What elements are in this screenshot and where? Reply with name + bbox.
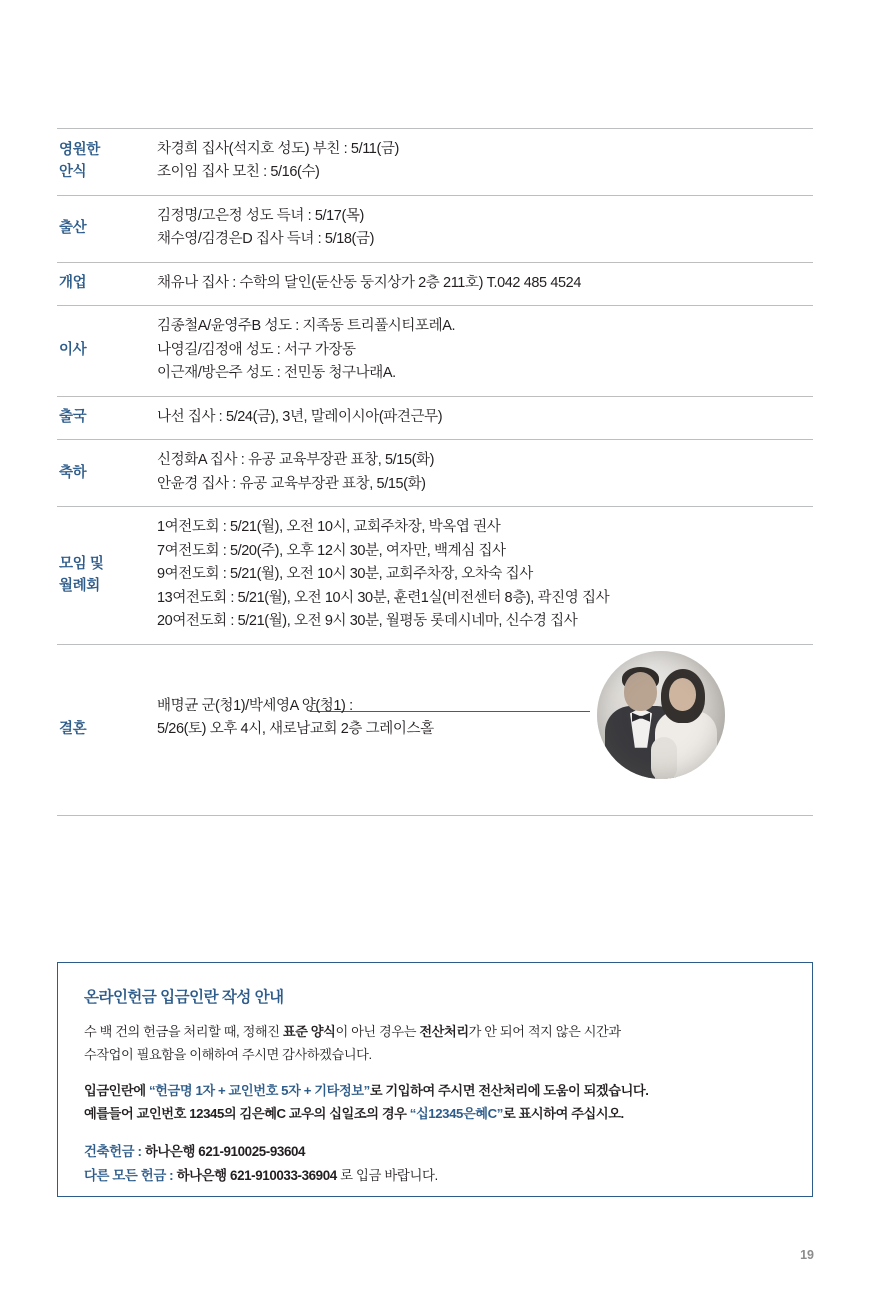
row-text-line: 이근재/방은주 성도 : 전민동 청구나래A. (157, 365, 396, 382)
row-body (157, 138, 813, 185)
row-text-line: 20여전도회 : 5/21(월), 오전 9시 30분, 월평동 롯데시네마, 신수경 집사 (157, 613, 578, 630)
text-emphasis: 전산처리 (419, 1024, 469, 1039)
wedding-couple-photo (597, 651, 725, 779)
text-fragment: 가 안 되어 적지 않은 시간과 (468, 1024, 621, 1039)
paragraph-line (84, 1103, 786, 1126)
row-text-line: 나영길/김정애 성도 : 서구 가장동 (157, 341, 356, 358)
text-fragment: 입금인란에 (84, 1083, 149, 1099)
row-label-line: 축하 (59, 464, 87, 481)
table-row (57, 306, 813, 395)
row-label-line: 영원한 (59, 142, 100, 159)
row-label (57, 462, 157, 484)
row-text-line: 5/26(토) 오후 4시, 새로남교회 2층 그레이스홀 (157, 721, 434, 738)
account-number: 하나은행 621-910025-93604 (144, 1143, 306, 1159)
row-body (157, 406, 813, 429)
page-number: 19 (800, 1248, 814, 1262)
online-offering-paragraph-2 (84, 1080, 786, 1125)
bank-account-item (84, 1164, 786, 1188)
row-text-line: 7여전도회 : 5/20(주), 오후 12시 30분, 여자만, 백계심 집사 (157, 542, 506, 559)
table-row (57, 507, 813, 643)
text-fragment: 예를들어 교인번호 12345의 김은혜C 교우의 십일조의 경우 (84, 1106, 410, 1122)
text-fragment: 로 기입하여 주시면 전산처리에 도움이 되겠습니다. (369, 1083, 649, 1099)
row-label-line: 결혼 (59, 720, 87, 737)
text-fragment: 로 표시하여 주십시오. (502, 1106, 624, 1122)
row-body (157, 516, 813, 633)
row-text-line: 안윤경 집사 : 유공 교육부장관 표창, 5/15(화) (157, 475, 426, 492)
table-row (57, 129, 813, 195)
notice-table (57, 128, 813, 816)
text-fragment: 이 아닌 경우는 (335, 1024, 420, 1039)
row-label (57, 272, 157, 294)
row-label-line: 개업 (59, 275, 87, 292)
account-label: 건축헌금 : (84, 1143, 145, 1159)
bank-account-item (84, 1140, 786, 1164)
row-text-line: 조이임 집사 모친 : 5/16(수) (157, 164, 320, 181)
row-text-line: 1여전도회 : 5/21(월), 오전 10시, 교회주차장, 박옥엽 권사 (157, 519, 501, 536)
online-offering-paragraph-1 (84, 1021, 786, 1066)
row-label-line: 안식 (59, 164, 87, 181)
row-text-line: 13여전도회 : 5/21(월), 오전 10시 30분, 훈련1실(비전센터 8층), 곽진영 집사 (157, 589, 610, 606)
online-offering-box (57, 962, 813, 1197)
table-row-wedding (57, 645, 813, 815)
row-text-line: 채수영/김경은D 집사 득녀 : 5/18(금) (157, 231, 374, 248)
account-label: 다른 모든 헌금 : (84, 1167, 177, 1183)
account-note: 로 입금 바랍니다. (336, 1167, 438, 1183)
photo-vignette (597, 651, 725, 779)
row-label (57, 339, 157, 361)
row-text-line: 나선 집사 : 5/24(금), 3년, 말레이시아(파견근무) (157, 408, 443, 425)
row-label-line: 모임 및 (59, 555, 104, 572)
row-label (57, 139, 157, 184)
row-label-line: 출산 (59, 220, 87, 237)
online-offering-title: 온라인헌금 입금인란 작성 안내 (84, 989, 284, 1006)
text-fragment: 수 백 건의 헌금을 처리할 때, 정해진 (84, 1024, 283, 1039)
row-text-line: 신정화A 집사 : 유공 교육부장관 표창, 5/15(화) (157, 452, 435, 469)
row-body (157, 272, 813, 295)
row-label-line: 이사 (59, 342, 87, 359)
row-text-line: 채유나 집사 : 수학의 달인(둔산동 둥지상가 2층 211호) T.042 485 4524 (157, 274, 582, 291)
text-highlight: “십12345은혜C” (409, 1106, 503, 1122)
row-label-line: 월례회 (59, 578, 100, 595)
row-label (57, 217, 157, 239)
table-row (57, 397, 813, 439)
paragraph-line: 수작업이 필요함을 이해하여 주시면 감사하겠습니다. (84, 1046, 372, 1062)
row-body (157, 449, 813, 496)
row-label (57, 718, 157, 740)
row-body (157, 315, 813, 385)
table-row (57, 196, 813, 262)
row-label-line: 출국 (59, 409, 87, 426)
paragraph-line (84, 1080, 786, 1103)
online-offering-content (58, 963, 812, 1188)
row-text-line: 김정명/고은정 성도 득녀 : 5/17(목) (157, 207, 364, 224)
text-highlight: “헌금명 1자 + 교인번호 5자 + 기타정보” (148, 1083, 370, 1099)
row-label (57, 553, 157, 598)
row-body (157, 205, 813, 252)
row-text-line: 차경희 집사(석지호 성도) 부친 : 5/11(금) (157, 141, 399, 157)
paragraph-line (84, 1021, 786, 1044)
table-row (57, 440, 813, 506)
table-row (57, 263, 813, 305)
row-text-line: 김종철A/윤영주B 성도 : 지족동 트리풀시티포레A. (157, 318, 456, 335)
account-number: 하나은행 621-910033-36904 (176, 1167, 337, 1183)
row-text-line: 9여전도회 : 5/21(월), 오전 10시 30분, 교회주차장, 오차숙 집사 (157, 566, 533, 583)
text-emphasis: 표준 양식 (282, 1024, 336, 1039)
row-text-line: 배명균 군(청1)/박세영A 양(청1) : (157, 697, 353, 714)
bank-account-list (84, 1140, 786, 1188)
row-label (57, 406, 157, 428)
divider (57, 815, 813, 816)
